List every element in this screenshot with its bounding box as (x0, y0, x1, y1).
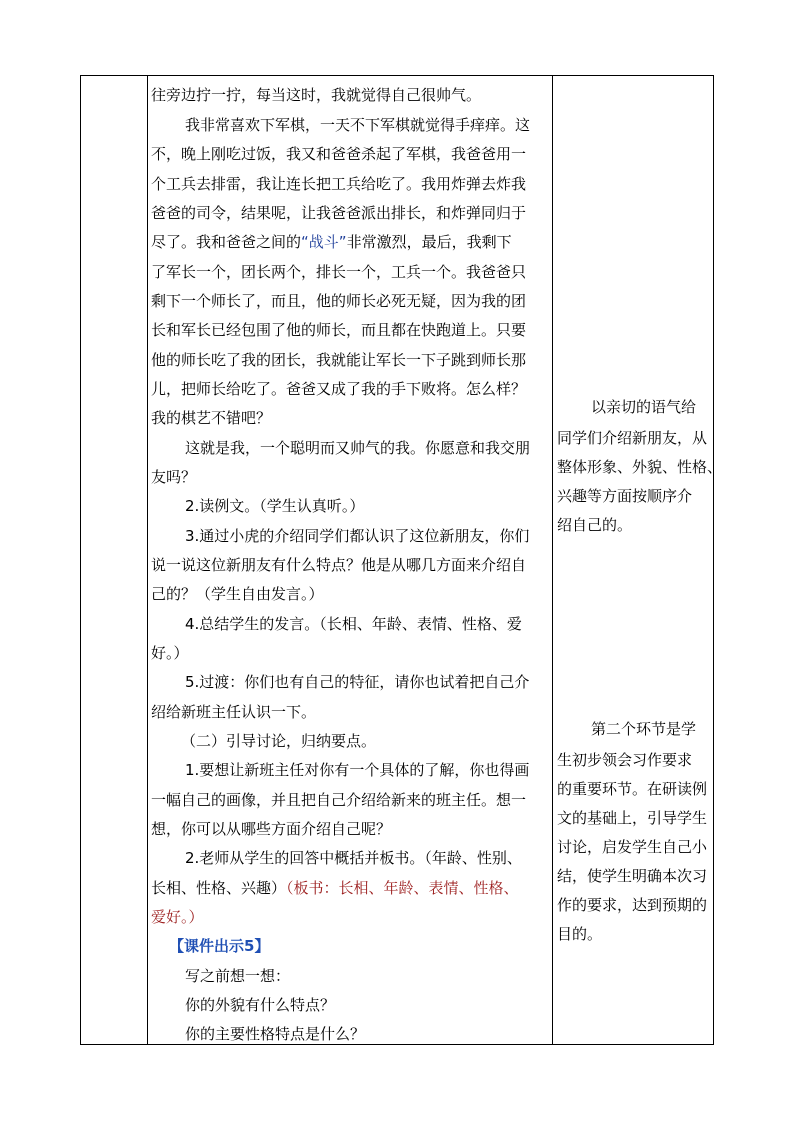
note-line: 兴趣等方面按顺序介 (557, 487, 693, 505)
note-line: 同学们介绍新朋友，从 (557, 429, 708, 447)
text-line: 儿，把师长给吃了。爸爸又成了我的手下败将。怎么样？ (151, 380, 527, 398)
column-divider-right (552, 76, 553, 1044)
text-line: 剩下一个师长了，而且，他的师长必死无疑，因为我的团 (151, 292, 527, 310)
text-line: 这就是我，一个聪明而又帅气的我。你愿意和我交朋 (185, 439, 531, 457)
blackboard-note: （板书：长相、年龄、表情、性格、 (286, 879, 519, 897)
note-line: 结，使学生明确本次习 (557, 867, 708, 885)
text-line: 一幅自己的画像，并且把自己介绍给新来的班主任。想一 (151, 791, 527, 809)
note-line: 第二个环节是学 (591, 720, 697, 738)
text-line: 想，你可以从哪些方面介绍自己呢？ (151, 820, 392, 838)
text-line: 1.要想让新班主任对你有一个具体的了解，你也得画 (185, 761, 530, 779)
courseware-label: 【课件出示5】 (169, 937, 270, 955)
blackboard-note: 爱好。） (151, 908, 204, 926)
text-line: 长相、性格、兴趣）（板书：长相、年龄、表情、性格、 (151, 879, 519, 897)
text-line: 他的师长吃了我的团长，我就能让军长一下子跳到师长那 (151, 351, 527, 369)
text-line: 你的主要性格特点是什么？ (185, 1025, 366, 1043)
text-line: 个工兵去排雷，我让连长把工兵给吃了。我用炸弹去炸我 (151, 175, 527, 193)
lesson-plan-table (80, 75, 723, 1045)
quoted-word-battle: “战斗” (301, 233, 347, 251)
note-line: 作的要求，达到预期的 (557, 896, 708, 914)
text-line: 己的？（学生自由发言。） (151, 585, 324, 603)
text-line: 5.过渡：你们也有自己的特征，请你也试着把自己介 (185, 673, 530, 691)
note-line: 绍自己的。 (557, 516, 633, 534)
text-line: 4.总结学生的发言。（长相、年龄、表情、性格、爱 (185, 615, 522, 633)
text-line: 不，晚上刚吃过饭，我又和爸爸杀起了军棋，我爸爸用一 (151, 145, 527, 163)
text-line: 长和军长已经包围了他的师长，而且都在快跑道上。只要 (151, 321, 527, 339)
note-line: 以亲切的语气给 (591, 398, 697, 416)
text-line: 往旁边拧一拧，每当这时，我就觉得自己很帅气。 (151, 86, 482, 104)
note-line: 文的基础上，引导学生 (557, 809, 708, 827)
text-line: 绍给新班主任认识一下。 (151, 703, 317, 721)
note-line: 讨论，启发学生自己小 (557, 838, 708, 856)
text-line: 3.通过小虎的介绍同学们都认识了这位新朋友，你们 (185, 527, 530, 545)
column-divider-left (147, 76, 148, 1044)
text-line: 2.读例文。（学生认真听。） (185, 497, 365, 515)
text-line: 尽了。我和爸爸之间的“战斗”非常激烈，最后，我剩下 (151, 233, 512, 251)
text-line: 我的棋艺不错吧？ (151, 409, 272, 427)
note-line: 整体形象、外貌、性格、 (557, 458, 723, 476)
text-line: 2.老师从学生的回答中概括并板书。（年龄、性别、 (185, 849, 522, 867)
text-line: 好。） (151, 644, 189, 662)
text-line: 了军长一个，团长两个，排长一个，工兵一个。我爸爸只 (151, 263, 527, 281)
note-line: 的重要环节。在研读例 (557, 780, 708, 798)
text-line: 友吗？ (151, 468, 197, 486)
note-line: 目的。 (557, 925, 603, 943)
section-heading: （二）引导讨论，归纳要点。 (181, 732, 377, 750)
text-line: 写之前想一想： (185, 967, 291, 985)
text-line: 我非常喜欢下军棋，一天不下军棋就觉得手痒痒。这 (185, 116, 531, 134)
text-line: 你的外貌有什么特点？ (185, 996, 336, 1014)
note-line: 生初步领会习作要求 (557, 751, 693, 769)
text-line: 爸爸的司令，结果呢，让我爸爸派出排长，和炸弹同归于 (151, 204, 527, 222)
text-line: 说一说这位新朋友有什么特点？他是从哪几方面来介绍自 (151, 556, 527, 574)
